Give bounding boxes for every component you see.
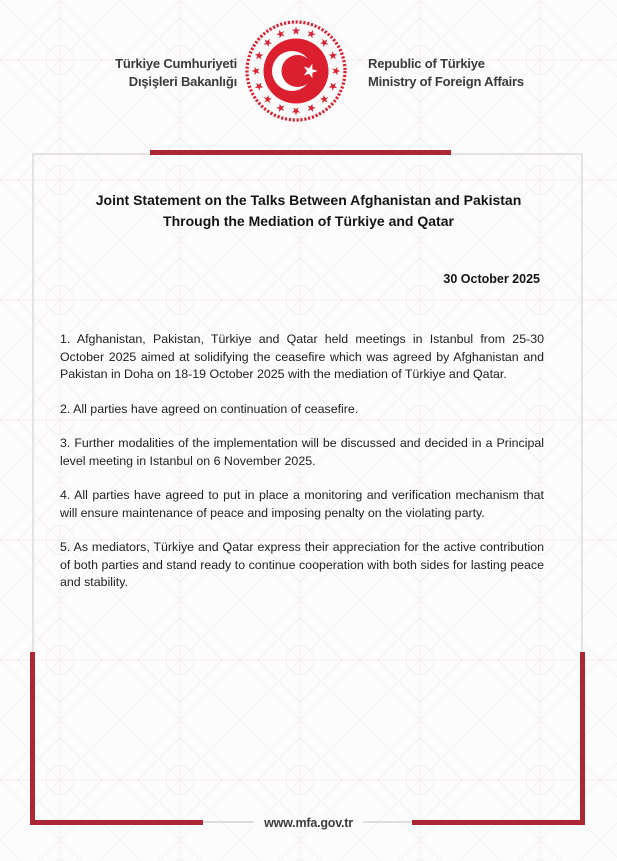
ministry-name-native — [0, 55, 237, 91]
document-title-line1: Joint Statement on the Talks Between Afghanistan and Pakistan — [95, 192, 522, 208]
document-title — [50, 190, 567, 232]
ministry-name-native-line2: Dışişleri Bakanlığı — [128, 74, 237, 89]
mfa-crescent-star-emblem-icon — [244, 19, 348, 123]
ministry-name-english — [368, 55, 524, 91]
document-date: 30 October 2025 — [443, 272, 540, 286]
right-red-accent-bar — [580, 652, 585, 825]
paragraph-3: 3. Further modalities of the implementation will be discussed and decided in a Principal level meeting in Istanbul on 6 November 2025. — [60, 436, 544, 468]
left-red-accent-bar — [30, 652, 35, 825]
ministry-name-english-line1: Republic of Türkiye — [368, 56, 485, 71]
ministry-name-english-line2: Ministry of Foreign Affairs — [368, 74, 524, 89]
top-red-bar — [150, 150, 451, 155]
paragraph-2: 2. All parties have agreed on continuation of ceasefire. — [60, 401, 359, 416]
document-title-line2: Through the Mediation of Türkiye and Qatar — [163, 213, 454, 229]
paragraph-5: 5. As mediators, Türkiye and Qatar express their appreciation for the active contribution of both parties and stand ready to continue cooperation with both sides for lasting peace and stability. — [60, 540, 544, 589]
document-body — [60, 331, 544, 609]
website-url: www.mfa.gov.tr — [254, 816, 363, 830]
ministry-name-native-line1: Türkiye Cumhuriyeti — [115, 56, 237, 71]
footer — [0, 814, 617, 832]
paragraph-4: 4. All parties have agreed to put in place a monitoring and verification mechanism that will ensure maintenance of peace and imposing penalty on the violating party. — [60, 488, 544, 520]
paragraph-1: 1. Afghanistan, Pakistan, Türkiye and Qatar held meetings in Istanbul from 25-30 October 2025 aimed at solidifying the ceasefire which was agreed by Afghanistan and Pakistan in Doha on 18-19 October 2025 with the mediation of Türkiye and Qatar. — [60, 332, 544, 381]
